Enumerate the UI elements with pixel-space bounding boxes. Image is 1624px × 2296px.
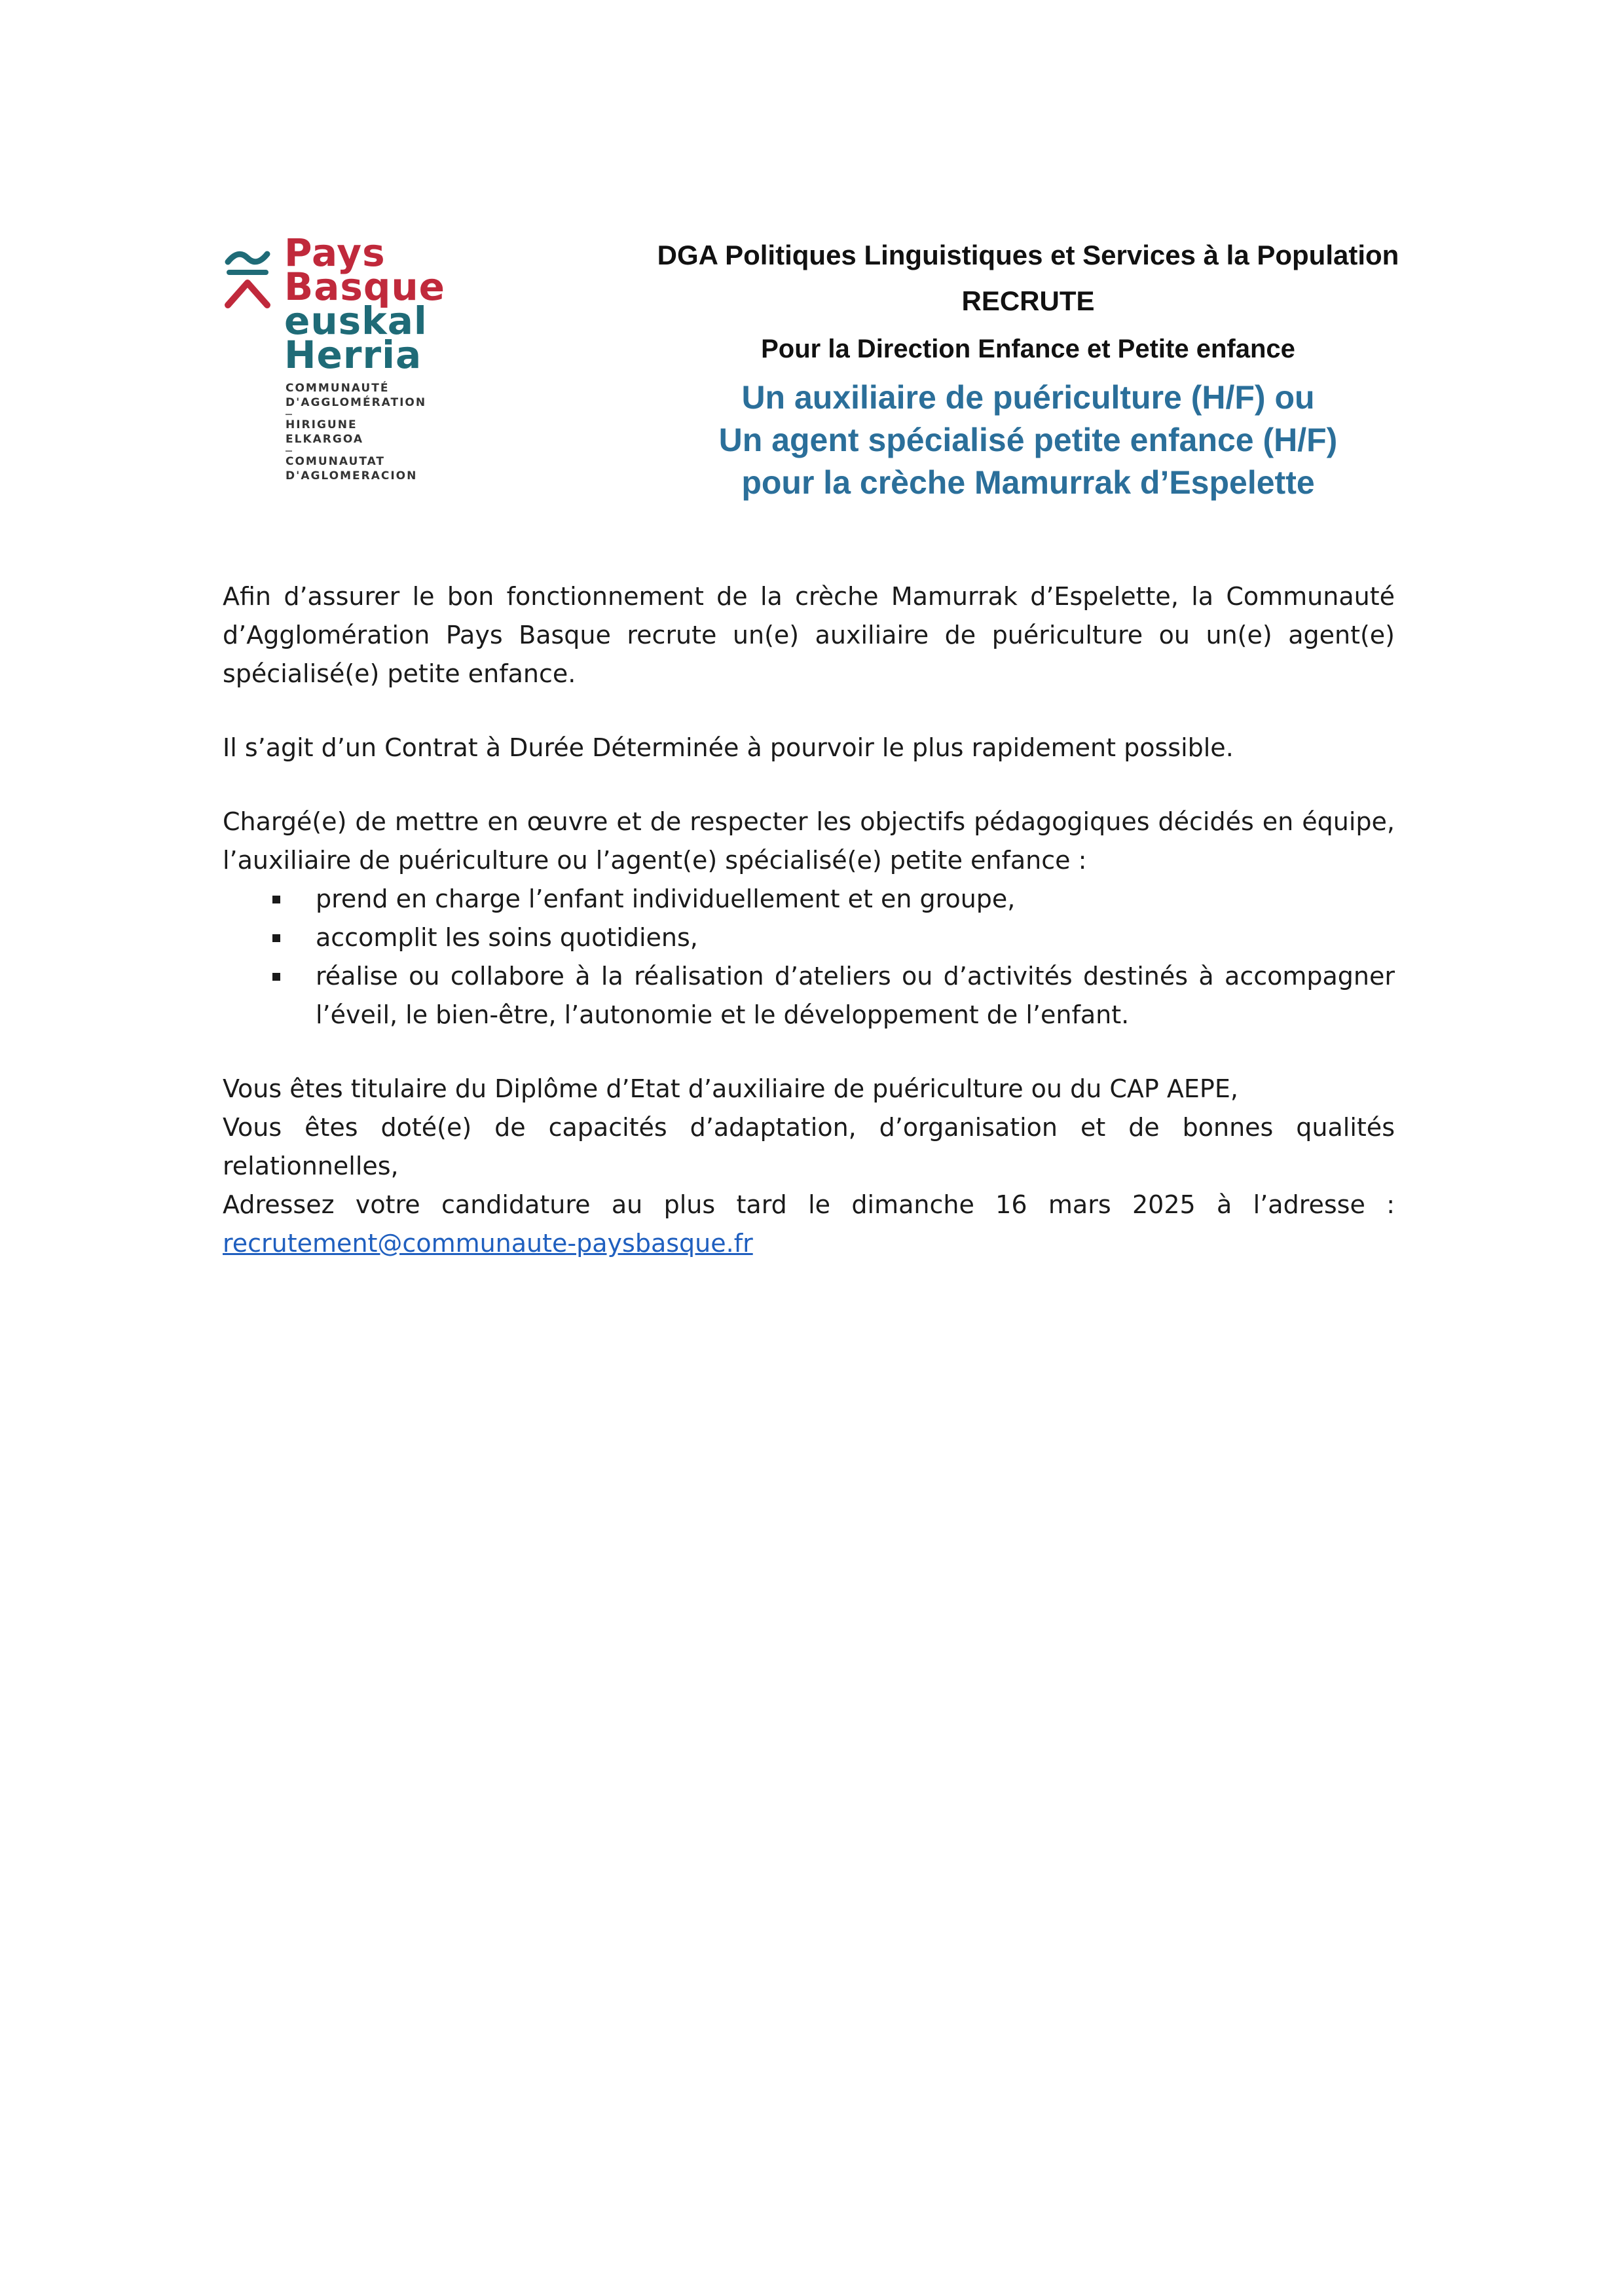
logo-sub-line: COMMUNAUTÉ: [286, 382, 390, 395]
logo-subtitle: [286, 381, 426, 483]
job-title: [576, 376, 1480, 504]
job-title-line: Un auxiliaire de puériculture (H/F) ou: [741, 379, 1315, 416]
recruitment-email-link[interactable]: recrutement@communaute-paysbasque.fr: [223, 1229, 753, 1258]
missions-list: [223, 880, 1395, 1034]
logo-divider: [286, 450, 292, 452]
logo-sub-line: HIRIGUNE: [286, 418, 358, 431]
logo-word-pays: Pays: [284, 230, 386, 275]
profile-skills: Vous êtes doté(e) de capacités d’adaptation, d’organisation et de bonnes qualités relationnelles,: [223, 1113, 1395, 1180]
logo-wordmark: [284, 230, 446, 377]
list-item: prend en charge l’enfant individuellement et en groupe,: [223, 880, 1395, 919]
missions-intro: Chargé(e) de mettre en œuvre et de respecter les objectifs pédagogiques décidés en équipe, l’auxiliaire de puériculture ou l’agent(e) spécialisé(e) petite enfance :: [223, 807, 1395, 875]
department-name: DGA Politiques Linguistiques et Services à la Population: [657, 240, 1399, 270]
intro-paragraph: Afin d’assurer le bon fonctionnement de la crèche Mamurrak d’Espelette, la Communauté d’Agglomération Pays Basque recrute un(e) auxiliaire de puériculture ou un(e) agent(e) spécialisé(e) petite enfance.: [223, 582, 1395, 688]
logo-word-basque: Basque: [284, 264, 446, 309]
logo-divider: [286, 414, 292, 415]
recruits-label: RECRUTE: [961, 285, 1095, 316]
document-header: [576, 232, 1480, 504]
direction-name: Pour la Direction Enfance et Petite enfance: [761, 335, 1295, 363]
list-item: accomplit les soins quotidiens,: [223, 919, 1395, 957]
apply-instructions: Adressez votre candidature au plus tard le dimanche 16 mars 2025 à l’adresse :: [223, 1190, 1395, 1219]
email-line: [223, 1224, 1395, 1263]
profile-diploma: Vous êtes titulaire du Diplôme d’Etat d’auxiliaire de puériculture ou du CAP AEPE,: [223, 1074, 1238, 1103]
job-title-line: pour la crèche Mamurrak d’Espelette: [741, 464, 1315, 501]
logo-sub-line: ELKARGOA: [286, 433, 363, 446]
logo-chevrons-icon: [224, 242, 271, 314]
job-title-line: Un agent spécialisé petite enfance (H/F): [718, 422, 1338, 458]
organization-logo: [223, 230, 471, 511]
logo-word-euskal: euskal: [284, 299, 428, 343]
logo-word-herria: Herria: [284, 333, 422, 377]
logo-sub-line: D'AGLOMERACION: [286, 469, 418, 483]
contract-paragraph: Il s’agit d’un Contrat à Durée Déterminée à pourvoir le plus rapidement possible.: [223, 733, 1234, 762]
logo-sub-line: D'AGGLOMÉRATION: [286, 396, 427, 409]
list-item: réalise ou collabore à la réalisation d’ateliers ou d’activités destinés à accompagner l’éveil, le bien-être, l’autonomie et le développement de l’enfant.: [223, 957, 1395, 1034]
logo-sub-line: COMUNAUTAT: [286, 455, 386, 468]
job-description: [223, 577, 1395, 1263]
